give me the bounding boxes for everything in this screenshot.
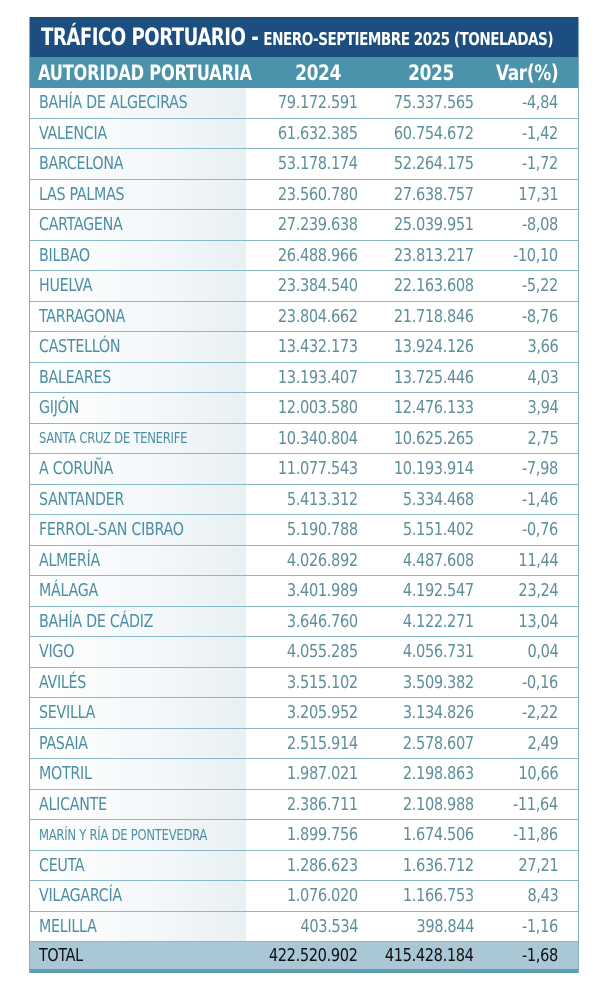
table-row (30, 515, 578, 546)
value-var: 2,49 (526, 732, 558, 754)
value-2025: 12.476.133 (394, 397, 474, 419)
value-var: 10,66 (518, 763, 558, 785)
value-2025: 23.813.217 (394, 244, 474, 266)
value-var: 0,04 (526, 641, 558, 663)
authority-name: FERROL-SAN CIBRAO (30, 515, 246, 545)
authority-name: BARCELONA (30, 149, 246, 179)
value-var: -8,08 (522, 214, 558, 236)
value-2025: 1.166.753 (403, 885, 474, 907)
value-var: -8,76 (522, 305, 558, 327)
authority-name: CEUTA (30, 851, 246, 881)
value-var: -1,16 (522, 915, 558, 937)
value-2025: 5.151.402 (403, 519, 474, 541)
authority-name: MOTRIL (30, 759, 246, 789)
authority-name: A CORUÑA (30, 454, 246, 484)
value-2025: 13.725.446 (394, 366, 474, 388)
table-row (30, 607, 578, 638)
table-row (30, 546, 578, 577)
table-header-row (30, 57, 578, 88)
table-row (30, 302, 578, 333)
table-row (30, 790, 578, 821)
value-2024: 4.026.892 (287, 549, 358, 571)
value-2025: 4.192.547 (403, 580, 474, 602)
table-row (30, 698, 578, 729)
value-2025: 10.193.914 (394, 458, 474, 480)
table-row (30, 241, 578, 272)
authority-name: VALENCIA (30, 119, 246, 149)
value-2025: 25.039.951 (394, 214, 474, 236)
authority-name: BAHÍA DE CÁDIZ (30, 607, 246, 637)
authority-name: CARTAGENA (30, 210, 246, 240)
value-var: -11,86 (513, 824, 558, 846)
authority-name: TARRAGONA (30, 302, 246, 332)
table-row (30, 759, 578, 790)
value-2025: 21.718.846 (394, 305, 474, 327)
value-2024: 26.488.966 (278, 244, 358, 266)
value-var: -1,42 (522, 122, 558, 144)
authority-name: SANTANDER (30, 485, 246, 515)
value-2024: 3.401.989 (287, 580, 358, 602)
value-var: -2,22 (522, 702, 558, 724)
value-var: 4,03 (526, 366, 558, 388)
value-var: 3,94 (526, 397, 558, 419)
authority-name: VIGO (30, 637, 246, 667)
value-var: 2,75 (526, 427, 558, 449)
value-2025: 4.122.271 (403, 610, 474, 632)
table-row (30, 332, 578, 363)
authority-name: HUELVA (30, 271, 246, 301)
authority-name: BALEARES (30, 363, 246, 393)
value-2024: 23.560.780 (278, 183, 358, 205)
value-2024: 13.432.173 (278, 336, 358, 358)
value-2024: 10.340.804 (278, 427, 358, 449)
value-2024: 53.178.174 (278, 153, 358, 175)
value-2025: 5.334.468 (403, 488, 474, 510)
value-2024: 27.239.638 (278, 214, 358, 236)
table-row (30, 149, 578, 180)
value-var: 23,24 (518, 580, 558, 602)
value-2024: 5.413.312 (287, 488, 358, 510)
value-2025: 398.844 (416, 915, 474, 937)
table-title-main: TRÁFICO PORTUARIO - (41, 23, 259, 51)
table-row (30, 119, 578, 150)
value-var: 3,66 (526, 336, 558, 358)
value-var: 27,21 (518, 854, 558, 876)
value-var: -1,72 (522, 153, 558, 175)
table-row (30, 424, 578, 455)
value-2025: 10.625.265 (394, 427, 474, 449)
value-2024: 403.534 (300, 915, 358, 937)
column-header-var: Var(%) (495, 60, 558, 85)
table-title (30, 17, 578, 57)
authority-name: BILBAO (30, 241, 246, 271)
value-2024: 61.632.385 (278, 122, 358, 144)
table-body (30, 88, 578, 942)
authority-name: SANTA CRUZ DE TENERIFE (30, 424, 246, 454)
value-2024: 1.286.623 (287, 854, 358, 876)
table-row (30, 668, 578, 699)
table-row (30, 820, 578, 851)
value-2025: 60.754.672 (394, 122, 474, 144)
authority-name: AVILÉS (30, 668, 246, 698)
table-row (30, 363, 578, 394)
table-title-sub: ENERO-SEPTIEMBRE 2025 (TONELADAS) (263, 29, 554, 50)
value-2025: 1.636.712 (403, 854, 474, 876)
port-traffic-table (29, 17, 579, 973)
value-var: -0,16 (522, 671, 558, 693)
total-var: -1,68 (522, 945, 558, 966)
value-2025: 4.487.608 (403, 549, 474, 571)
value-2024: 23.384.540 (278, 275, 358, 297)
value-2025: 52.264.175 (394, 153, 474, 175)
value-2024: 3.646.760 (287, 610, 358, 632)
column-header-2025: 2025 (407, 60, 454, 85)
total-2025: 415.428.184 (385, 945, 474, 966)
table-row (30, 912, 578, 943)
authority-name: BAHÍA DE ALGECIRAS (30, 88, 246, 118)
value-2024: 11.077.543 (278, 458, 358, 480)
value-2024: 12.003.580 (278, 397, 358, 419)
value-var: -7,98 (522, 458, 558, 480)
value-2025: 3.134.826 (403, 702, 474, 724)
value-2025: 13.924.126 (394, 336, 474, 358)
authority-name: MARÍN Y RÍA DE PONTEVEDRA (30, 820, 246, 850)
value-2025: 3.509.382 (403, 671, 474, 693)
column-header-2024: 2024 (294, 60, 341, 85)
value-2024: 79.172.591 (278, 92, 358, 114)
value-var: 8,43 (526, 885, 558, 907)
value-var: 13,04 (518, 610, 558, 632)
value-2024: 3.205.952 (287, 702, 358, 724)
table-row (30, 881, 578, 912)
authority-name: ALICANTE (30, 790, 246, 820)
value-var: 17,31 (518, 183, 558, 205)
authority-name: GIJÓN (30, 393, 246, 423)
table-row (30, 454, 578, 485)
table-row (30, 393, 578, 424)
total-2024: 422.520.902 (269, 945, 358, 966)
value-2024: 23.804.662 (278, 305, 358, 327)
value-var: -4,84 (522, 92, 558, 114)
value-2025: 4.056.731 (403, 641, 474, 663)
table-row (30, 88, 578, 119)
value-2024: 2.386.711 (287, 793, 358, 815)
value-2024: 1.076.020 (287, 885, 358, 907)
value-2025: 22.163.608 (394, 275, 474, 297)
table-row (30, 485, 578, 516)
authority-name: PASAIA (30, 729, 246, 759)
authority-name: MELILLA (30, 912, 246, 942)
table-row (30, 576, 578, 607)
value-var: -5,22 (522, 275, 558, 297)
authority-name: MÁLAGA (30, 576, 246, 606)
value-2024: 3.515.102 (287, 671, 358, 693)
value-2024: 5.190.788 (287, 519, 358, 541)
table-row (30, 210, 578, 241)
authority-name: SEVILLA (30, 698, 246, 728)
value-2025: 2.198.863 (403, 763, 474, 785)
total-label: TOTAL (39, 945, 83, 966)
table-row (30, 729, 578, 760)
table-row (30, 180, 578, 211)
value-2025: 1.674.506 (403, 824, 474, 846)
authority-name: ALMERÍA (30, 546, 246, 576)
value-2024: 2.515.914 (287, 732, 358, 754)
table-row (30, 851, 578, 882)
authority-name: LAS PALMAS (30, 180, 246, 210)
value-var: -11,64 (513, 793, 558, 815)
authority-name: CASTELLÓN (30, 332, 246, 362)
authority-name: VILAGARCÍA (30, 881, 246, 911)
value-var: -0,76 (522, 519, 558, 541)
value-var: -10,10 (513, 244, 558, 266)
value-var: 11,44 (518, 549, 558, 571)
value-2025: 2.108.988 (403, 793, 474, 815)
column-header-authority: AUTORIDAD PORTUARIA (38, 60, 252, 85)
value-2025: 75.337.565 (394, 92, 474, 114)
value-2025: 2.578.607 (403, 732, 474, 754)
total-row (30, 942, 578, 973)
value-2024: 1.987.021 (287, 763, 358, 785)
value-2024: 4.055.285 (287, 641, 358, 663)
value-2024: 13.193.407 (278, 366, 358, 388)
value-2024: 1.899.756 (287, 824, 358, 846)
table-row (30, 271, 578, 302)
value-2025: 27.638.757 (394, 183, 474, 205)
table-row (30, 637, 578, 668)
value-var: -1,46 (522, 488, 558, 510)
